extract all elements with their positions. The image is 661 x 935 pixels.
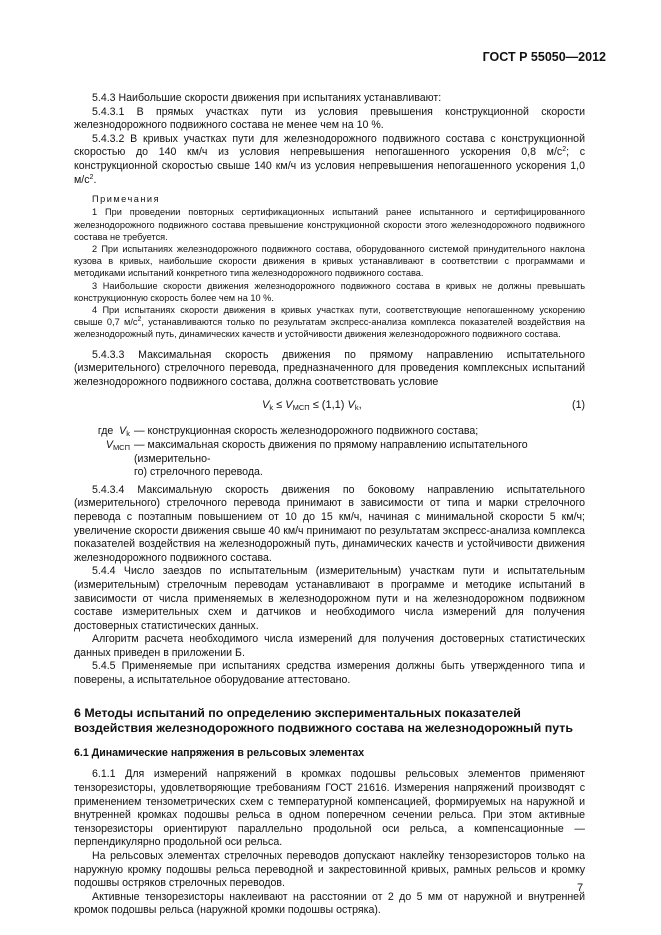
paragraph-5-4-3-1: 5.4.3.1 В прямых участках пути из условия превышения конструкционной скорости железнодорожного подвижного состава не менее чем на 10 %. (74, 105, 585, 132)
definition-symbol: где $V_k$ (97, 425, 130, 439)
paragraph-6-1-1: 6.1.1 Для измерений напряжений в кромках подошвы рельсовых элементов применяют тензорезисторы, удовлетворяющие требованиям ГОСТ 21616. Измерения напряжений производят с применением тензометрических схем с температурной компенсацией, формируемых на наружной и внутренней кромках подошвы рельса в одном поперечном сечении рельса. При этом активные тензорезисторы ориентируют параллельно продольной оси рельса, а компенсационные — перпендикулярно продольной оси рельса. (74, 768, 585, 849)
note-1: 1 При проведении повторных сертификационных испытаний ранее испытанного и сертифицированного железнодорожного подвижного состава превышение конструкционной скорости этого железнодорожного подвижного состава не требуется. (74, 207, 585, 242)
definition-continuation: го) стрелочного перевода. (134, 466, 263, 479)
notes-title: Примечания (92, 194, 161, 205)
note-4: 4 При испытаниях скорости движения в кривых участках пути, соответствующие непогашенному ускорению свыше 0,7 $м/с^2$, устанавливаются только по результатам экспресс-анализа комплекса показателей воздействия на железнодорожный путь, динамических качеств и устойчивости движения железнодорожного подвижного состава. (74, 304, 585, 340)
paragraph-5-4-3-2: 5.4.3.2 В кривых участках пути для железнодорожного подвижного состава с конструкционной скоростью до 140 км/ч из условия непревышения непогашенного ускорения 0,8 $м/с^2$; с конструкционной скоростью свыше 140 км/ч из условия непревышения непогашенного ускорения 1,0 $м/с^2$. (74, 132, 585, 186)
paragraph-5-4-5: 5.4.5 Применяемые при испытаниях средства измерения должны быть утвержденного типа и поверены, а испытательное оборудование аттестовано. (74, 660, 585, 687)
page-number: 7 (577, 882, 584, 894)
paragraph-6-1-1-gauges: Активные тензорезисторы наклеивают на расстоянии от 2 до 5 мм от наружной и внутренней кромок подошвы рельса (наружной кромки подошвы остряка). (74, 890, 585, 917)
note-3: 3 Наибольшие скорости движения железнодорожного подвижного состава в кривых не должны превышать конструкционную скорость более чем на 10 %. (74, 280, 585, 303)
section-6-heading: 6 Методы испытаний по определению экспериментальных показателей воздействия железнодорожного подвижного состава на железнодорожный путь (74, 705, 573, 736)
formula-expression: $V_k \le V_{МСП} \le (1,1)$ $V_k$, (262, 399, 362, 413)
note-2: 2 При испытаниях железнодорожного подвижного состава, оборудованного системой принудительного наклона кузова в кривых, наибольшие скорости движения в кривых устанавливают в соответствии с программами и методиками испытаний конкретного типа железнодорожного подвижного состава. (74, 243, 585, 279)
definition-symbol: $V_{МСП}$ (105, 438, 130, 452)
definition-vmsp: $V_{МСП}$ — максимальная скорость движения по прямому направлению испытательного (измерительно- (74, 439, 585, 466)
formula-1 (74, 397, 585, 417)
notes-block (74, 193, 585, 340)
paragraph-5-4-3-3: 5.4.3.3 Максимальная скорость движения по прямому направлению испытательного (измерительного) стрелочного перевода, предназначенного для проведения комплексных испытаний железнодорожного подвижного состава, должна соответствовать условие (74, 348, 585, 388)
paragraph-5-4-4: 5.4.4 Число заездов по испытательным (измерительным) участкам пути и испытательным (измерительным) стрелочным переводам устанавливают в программе и методике испытаний в зависимости от числа применяемых в железнодорожном пути и на железнодорожном подвижном составе измерительных схем и датчиков и необходимого числа измерений для получения достоверных статистических данных. (74, 565, 585, 632)
paragraph-5-4-3-4: 5.4.3.4 Максимальную скорость движения по боковому направлению испытательного (измерительного) стрелочного перевода принимают в зависимости от типа и марки стрелочного перевода с поэтапным повышением от 10 до 15 км/ч, начиная с минимальной скорости 5 км/ч; увеличение скорости движения свыше 40 км/ч принимают по результатам экспресс-анализа комплекса показателей воздействия на железнодорожный путь, динамических качеств и устойчивости движения железнодорожного подвижного состава. (74, 483, 585, 564)
section-6-1-heading: 6.1 Динамические напряжения в рельсовых элементах (74, 746, 365, 759)
formula-number: (1) (572, 399, 585, 412)
paragraph-5-4-3: 5.4.3 Наибольшие скорости движения при испытаниях устанавливают: (92, 92, 442, 104)
formula-definitions (74, 425, 585, 479)
paragraph-6-1-1-switches: На рельсовых элементах стрелочных переводов допускают наклейку тензорезисторов только на наружную кромку подошвы рельса переводной и закрестовинной кривых, рамных рельсов и кромку подошвы остряков стрелочных переводов. (74, 850, 585, 890)
page-content (74, 92, 585, 918)
paragraph-5-4-4-algorithm: Алгоритм расчета необходимого числа измерений для получения достоверных статистических данных приведен в приложении Б. (74, 633, 585, 659)
definition-vk: где $V_k$ — конструкционная скорость железнодорожного подвижного состава; (74, 425, 585, 439)
document-header: ГОСТ Р 55050—2012 (482, 50, 606, 64)
